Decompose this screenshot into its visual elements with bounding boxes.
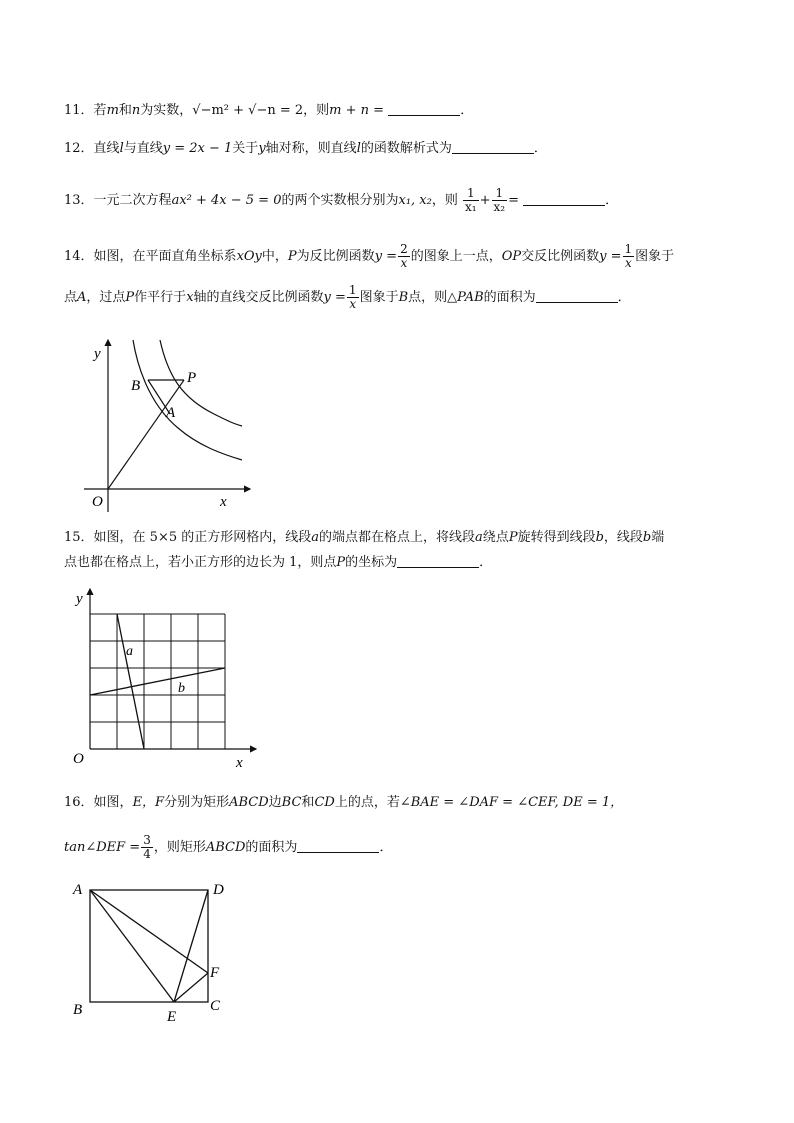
label-O: O [92, 494, 103, 510]
q-text: 图象于 [635, 249, 675, 264]
q-text: ，线段 [603, 530, 643, 545]
answer-blank[interactable] [388, 101, 460, 116]
q-text: ，则 [431, 193, 458, 208]
var: BC [281, 795, 302, 810]
var: b [595, 530, 604, 545]
q-text: ，过点 [86, 290, 126, 305]
q-text: 的两个实数根分别为 [281, 193, 399, 208]
question-number: 16． [64, 795, 94, 810]
q-text: 轴的直线交反比例函数 [193, 290, 324, 305]
q-text: 的端点都在格点上，将线段 [319, 530, 476, 545]
q-text: 的面积为 [483, 290, 536, 305]
q-text: 和 [118, 103, 132, 118]
label-E: E [167, 1009, 177, 1025]
curve-y-1-over-x [133, 340, 242, 460]
var: l [119, 141, 124, 156]
math-expression: ax² + 4x − 5 = 0 [171, 193, 282, 208]
fraction: $\frac{3}{4}$ [143, 833, 151, 861]
question-15 [64, 528, 664, 548]
question-number: 13． [64, 193, 94, 208]
question-16 [64, 793, 623, 813]
math-expression: x₁, x₂ [398, 193, 432, 208]
var: a [475, 530, 483, 545]
fraction: $\frac{1}{x}$ [624, 242, 633, 270]
q-text: 点也都在格点上，若小正方形的边长为 1，则点 [64, 555, 337, 570]
label-x: x [220, 494, 227, 510]
label-b: b [178, 681, 185, 696]
figure-14-hyperbolas [74, 336, 254, 516]
label-y: y [94, 346, 101, 362]
q-text: 如图，在平面直角坐标系 [93, 249, 237, 264]
var: ABCD [205, 840, 246, 855]
figure-15-grid [70, 585, 260, 775]
q-text: 绕点 [482, 530, 509, 545]
q-text: 关于 [232, 141, 259, 156]
var: OP [501, 249, 522, 264]
q-text: 如图， [93, 795, 133, 810]
label-O: O [73, 751, 84, 767]
math-expression: ∠BAE = ∠DAF = ∠CEF, DE = 1， [399, 795, 624, 810]
label-A: A [73, 882, 83, 898]
q-text: 中， [261, 249, 288, 264]
label-B: B [131, 378, 141, 394]
answer-blank[interactable] [397, 553, 479, 568]
label-F: F [210, 965, 220, 981]
q-text: 为实数， [140, 103, 193, 118]
fraction: $\frac{1}{x}$ [348, 283, 357, 311]
math-expression: √−m² + √−n = 2 [192, 103, 304, 118]
operator: + [479, 193, 491, 208]
math-expression: y = [374, 249, 398, 264]
label-B: B [73, 1002, 83, 1018]
label-a: a [126, 644, 133, 659]
var: A [77, 290, 87, 305]
question-14 [64, 243, 674, 270]
fraction: $\frac{1}{\text{x₂}}$ [493, 186, 506, 214]
label-P: P [187, 370, 197, 386]
var: xOy [236, 249, 262, 264]
var: b [642, 530, 652, 545]
label-y: y [76, 591, 83, 607]
var: B [398, 290, 409, 305]
q-text: 图象于 [359, 290, 399, 305]
question-13 [64, 187, 618, 214]
q-text: 的面积为 [245, 840, 298, 855]
var: m [106, 103, 119, 118]
var: x [186, 290, 194, 305]
answer-blank[interactable] [523, 191, 605, 206]
q-text: 点 [64, 290, 78, 305]
q-text: 的图象上一点， [410, 249, 502, 264]
question-15-line-2 [64, 553, 492, 573]
q-end: ． [479, 555, 493, 570]
answer-blank[interactable] [297, 838, 379, 853]
var: y [258, 141, 266, 156]
question-12 [64, 139, 547, 159]
figure-16-rectangle [70, 876, 240, 1026]
q-text: ，则矩形 [153, 840, 206, 855]
q-end: ． [460, 103, 474, 118]
q-text: 一元二次方程 [93, 193, 172, 208]
label-A: A [166, 405, 176, 421]
q-end: ． [617, 290, 631, 305]
var: E，F [132, 795, 165, 810]
rectangle-ABCD [90, 890, 208, 1002]
var: a [311, 530, 320, 545]
q-text: 如图，在 5×5 的正方形网格内，线段 [93, 530, 312, 545]
var: P [125, 290, 135, 305]
var: PAB [457, 290, 484, 305]
q-text: 与直线 [123, 141, 163, 156]
answer-blank[interactable] [452, 139, 534, 154]
segment-EF [174, 973, 208, 1002]
segment-AE [90, 890, 174, 1002]
segment-DE [174, 890, 208, 1002]
label-x: x [236, 755, 243, 771]
q-text: 分别为矩形 [164, 795, 230, 810]
answer-blank[interactable] [536, 288, 618, 303]
var: P [336, 555, 346, 570]
q-end: ． [605, 193, 619, 208]
segment-OP [108, 380, 184, 489]
label-D: D [213, 882, 224, 898]
q-text: 的坐标为 [345, 555, 398, 570]
question-number: 11． [64, 103, 94, 118]
var: CD [314, 795, 335, 810]
var: ABCD [229, 795, 269, 810]
q-text: 上的点，若 [334, 795, 400, 810]
q-text: 端 [651, 530, 665, 545]
segment-a [117, 614, 144, 749]
segment-AF [90, 890, 208, 973]
q-text: 和 [301, 795, 315, 810]
q-text: 为反比例函数 [296, 249, 375, 264]
q-text: 作平行于 [134, 290, 187, 305]
fraction: $\frac{2}{x}$ [400, 242, 408, 270]
math-expression: y = 2x − 1 [162, 141, 233, 156]
q-text: 直线 [93, 141, 120, 156]
q-end: ． [379, 840, 393, 855]
math-expression: tan∠DEF = [64, 840, 141, 855]
label-C: C [210, 998, 221, 1014]
q-text: 旋转得到线段 [517, 530, 596, 545]
var: n [131, 103, 141, 118]
question-16-line-2 [64, 834, 392, 861]
segment-b [90, 668, 225, 695]
q-text: 若 [93, 103, 107, 118]
math-expression: y = [599, 249, 622, 264]
question-number: 12． [64, 141, 94, 156]
q-text: 的函数解析式为 [360, 141, 452, 156]
question-11 [64, 101, 473, 121]
fraction: $\frac{1}{\text{x₁}}$ [465, 186, 477, 214]
question-number: 15． [64, 530, 94, 545]
math-expression: m + n = [329, 103, 385, 118]
var: P [287, 249, 297, 264]
question-number: 14． [64, 249, 94, 264]
var: l [356, 141, 361, 156]
q-text: 轴对称，则直线 [265, 141, 357, 156]
math-expression: y = [323, 290, 346, 305]
var: P [508, 530, 518, 545]
q-text: 交反比例函数 [521, 249, 600, 264]
question-14-line-2 [64, 284, 631, 311]
q-text: 点，则△ [408, 290, 458, 305]
q-text: ，则 [303, 103, 330, 118]
operator: = [508, 193, 519, 208]
q-text: 边 [268, 795, 282, 810]
q-end: ． [533, 141, 547, 156]
